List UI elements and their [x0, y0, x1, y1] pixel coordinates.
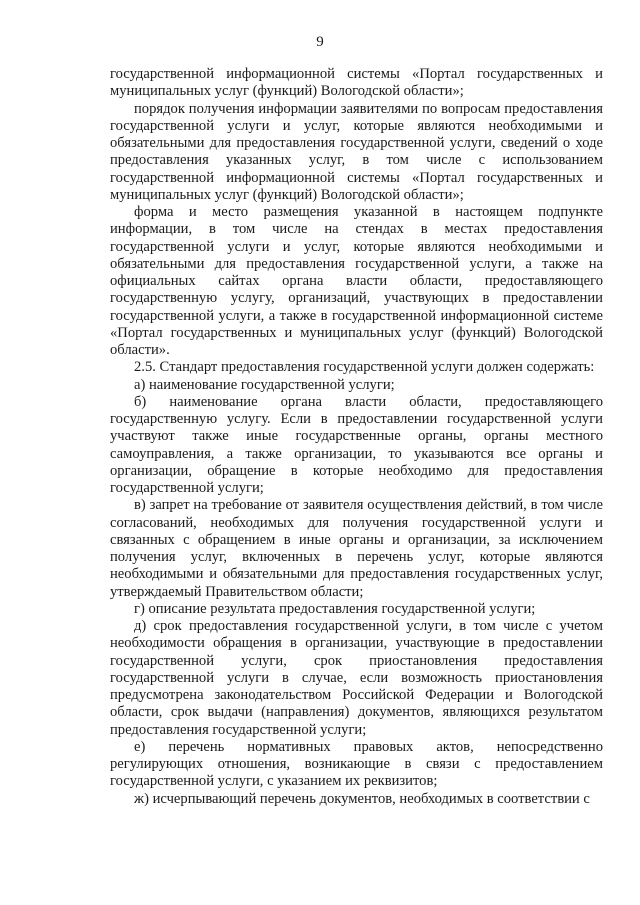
list-item-v: в) запрет на требование от заявителя осуществления действий, в том числе согласований, необходимых для получения государственной услуги и связанных с обращением в иные органы и организации, за исключением получения услуг, включенных в перечень услуг, которые являются необходимыми и обязательными для предоставления государственных услуг, утверждаемый Правительством области;: [110, 497, 603, 600]
page-number: 9: [316, 34, 324, 50]
list-item-d: д) срок предоставления государственной услуги, в том числе с учетом необходимости обращения в организации, участвующие в предоставлении государственной услуги, срок приостановления предоставления государственной услуги в случае, если возможность приостановления предусмотрена законодательством Российской Федерации и Вологодской области, срок выдачи (направления) документов, являющихся результатом предоставления государственной услуги;: [110, 618, 603, 738]
paragraph-portal-continuation: государственной информационной системы «Портал государственных и муниципальных услуг (функций) Вологодской области»;: [110, 66, 603, 100]
list-item-g: г) описание результата предоставления государственной услуги;: [134, 600, 536, 617]
paragraph-information-placement: форма и место размещения указанной в настоящем подпункте информации, в том числе на стендах в местах предоставления государственной услуги и услуг, которые являются необходимыми и обязательными для предоставления государственной услуги, а также на официальных сайтах органа власти области, предоставляющего государственную услугу, организаций, участвующих в предоставлении государственной услуги, а также в государственной информационной системе «Портал государственных и муниципальных услуг (функций) Вологодской области».: [110, 204, 603, 358]
list-item-b: б) наименование органа власти области, предоставляющего государственную услугу. Если в предоставлении государственной услуги участвуют также иные государственные органы, органы местного самоуправления, а также организации, то указываются все органы и организации, обращение в которые необходимо для предоставления государственной услуги;: [110, 393, 603, 496]
list-item-e: е) перечень нормативных правовых актов, непосредственно регулирующих отношения, возникающие в связи с предоставлением государственной услуги, с указанием их реквизитов;: [110, 738, 603, 790]
list-item-zh: ж) исчерпывающий перечень документов, необходимых в соответствии с: [134, 790, 590, 807]
list-item-a: а) наименование государственной услуги;: [134, 376, 395, 393]
paragraph-information-procedure: порядок получения информации заявителями по вопросам предоставления государственной услуги и услуг, которые являются необходимыми и обязательными для предоставления государственной услуги, сведений о ходе предоставления указанных услуг, в том числе с использованием государственной информационной системы «Портал государственных и муниципальных услуг (функций) Вологодской области»;: [110, 100, 603, 203]
document-body: [110, 66, 603, 808]
paragraph-section-2-5: 2.5. Стандарт предоставления государственной услуги должен содержать:: [134, 359, 595, 376]
